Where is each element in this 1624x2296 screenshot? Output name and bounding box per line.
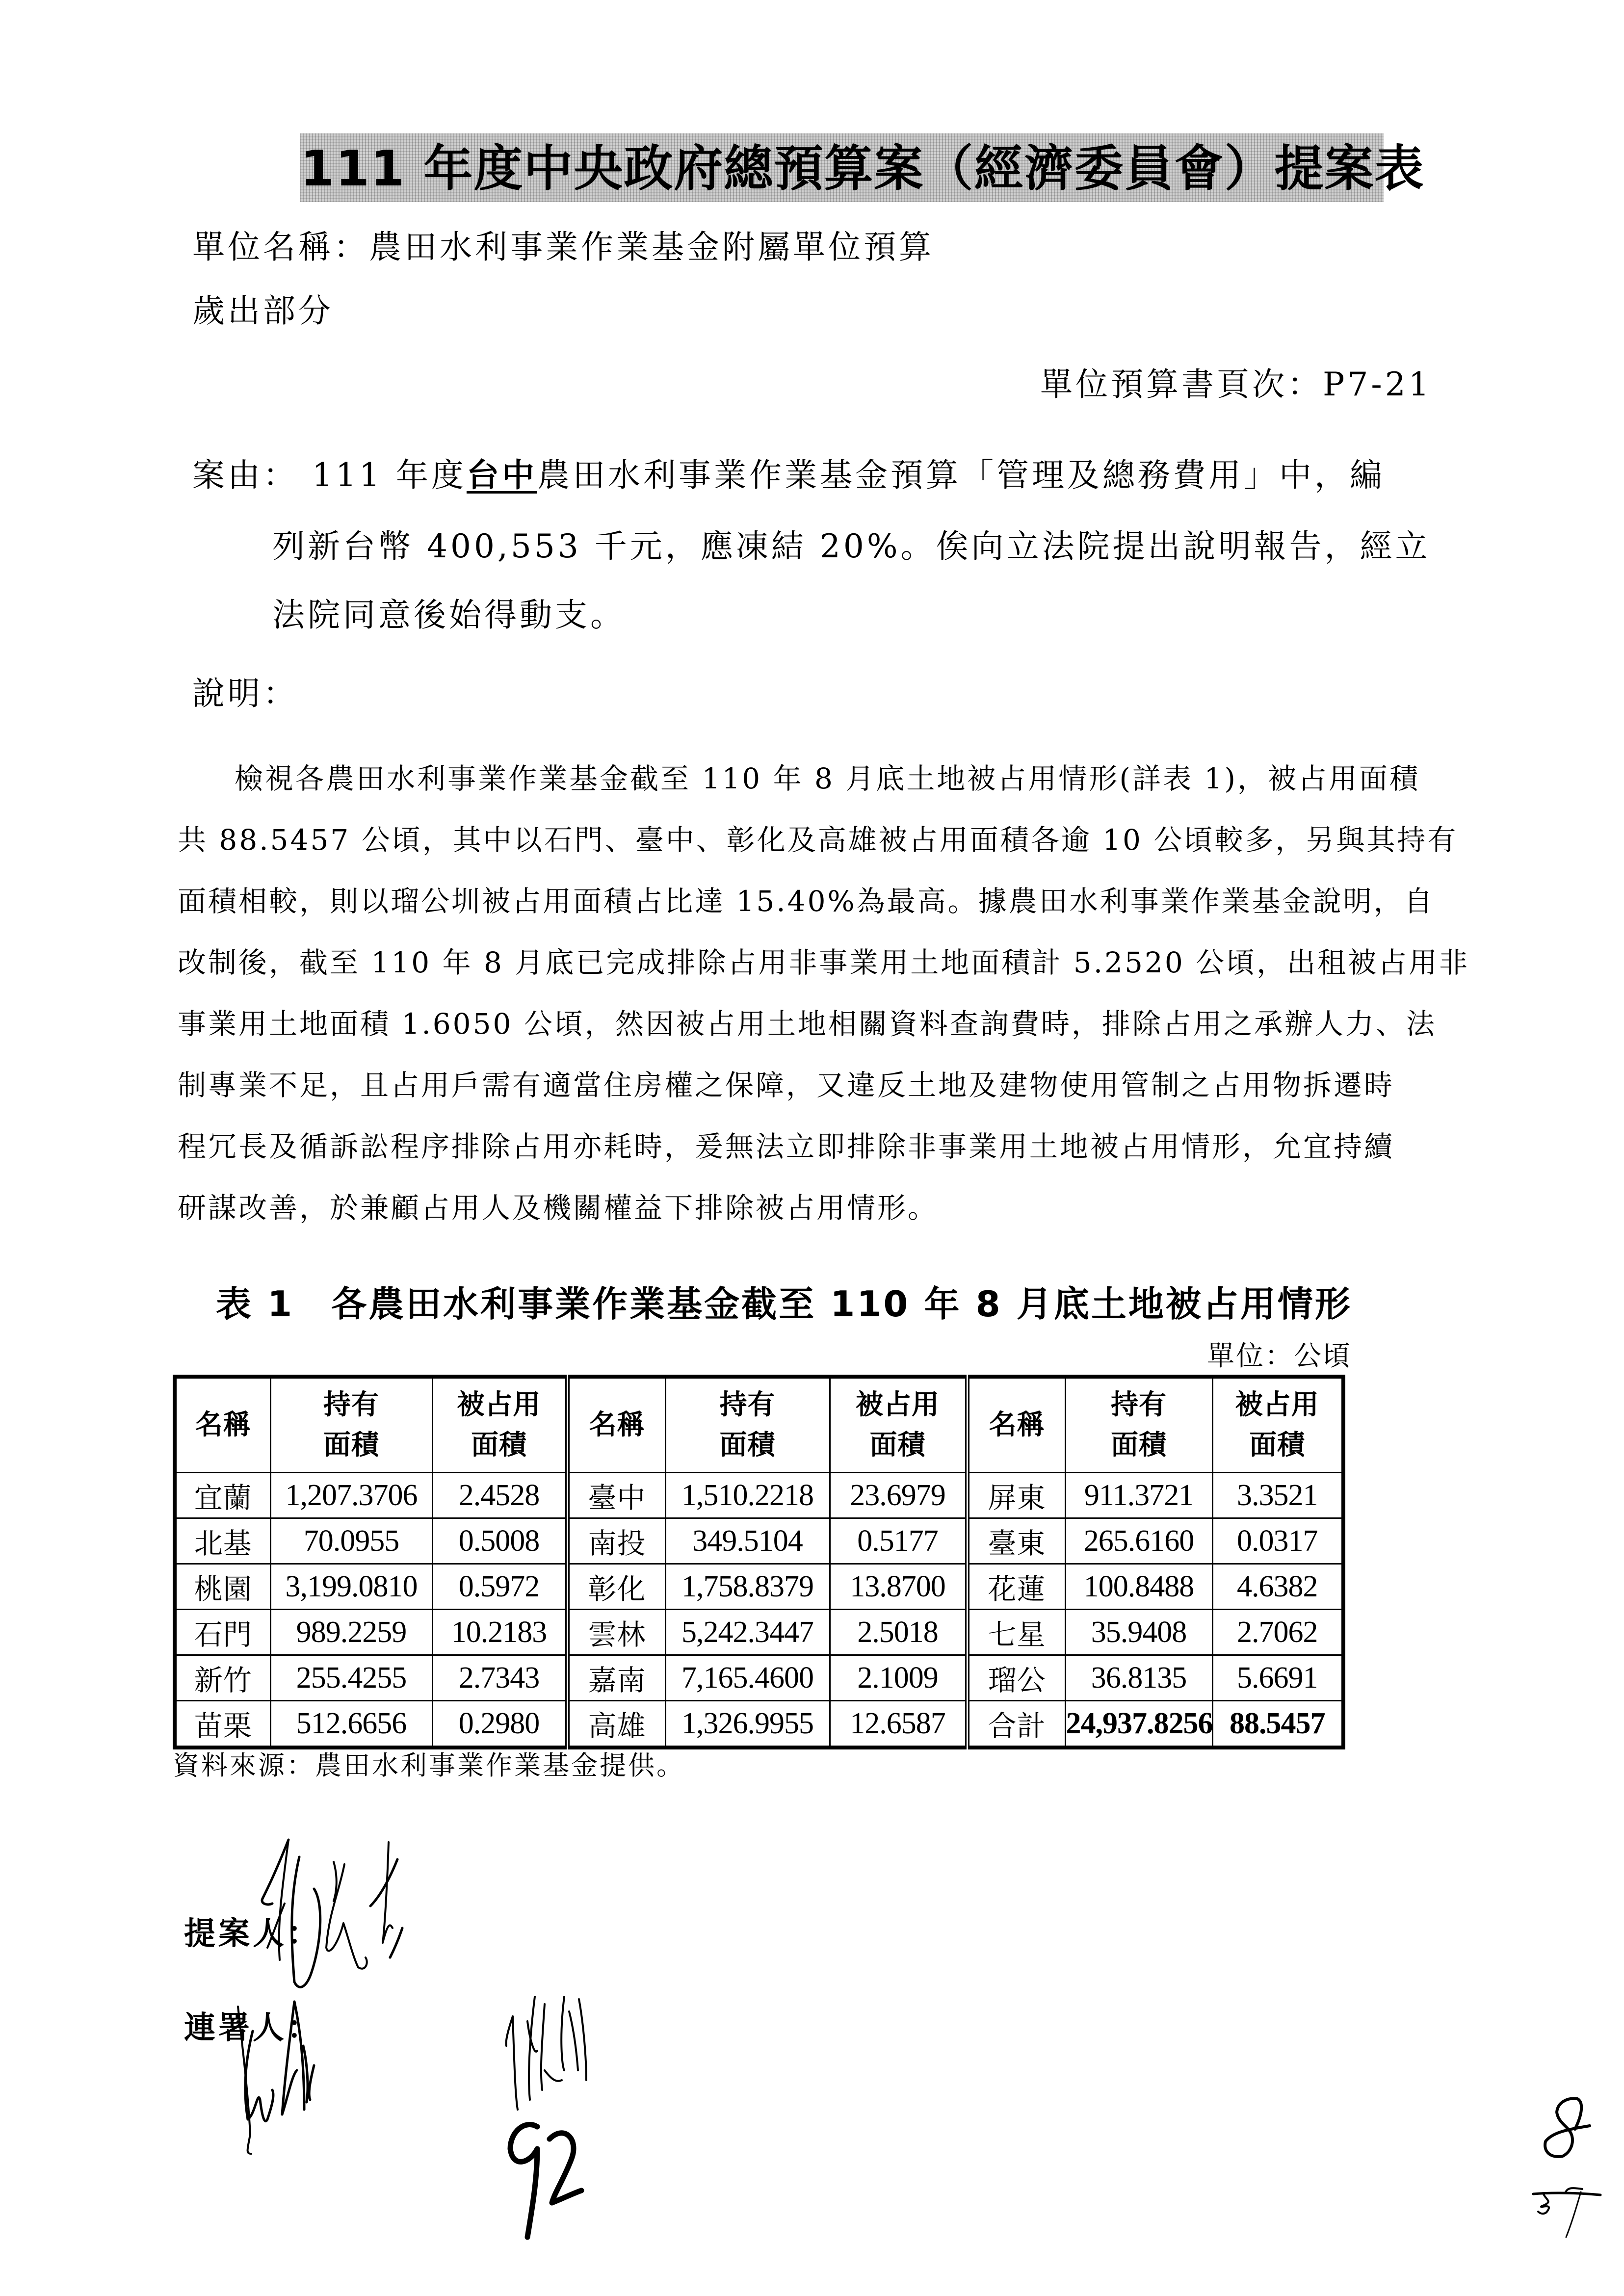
occupied-area-cell: 0.0317	[1212, 1518, 1343, 1564]
col-header-name: 名稱	[967, 1377, 1065, 1473]
held-area-cell: 36.8135	[1065, 1655, 1212, 1701]
fund-name-cell: 石門	[175, 1610, 270, 1655]
fund-name-cell: 屏東	[967, 1473, 1065, 1518]
handwritten-number-8	[1545, 2098, 1590, 2156]
header-text: 持有	[719, 1389, 776, 1421]
fund-name-cell: 臺中	[567, 1473, 665, 1518]
held-area-cell: 1,207.3706	[270, 1473, 432, 1518]
held-area-cell: 3,199.0810	[270, 1564, 432, 1610]
motion-line-2: 列新台幣 400,553 千元，應凍結 20%。俟向立法院提出說明報告，經立	[272, 527, 1431, 565]
occupied-area-cell: 0.2980	[432, 1701, 567, 1748]
total-held-area-cell: 24,937.8256	[1065, 1701, 1212, 1748]
motion-highlight-taichung: 台中	[466, 456, 537, 494]
explanation-line: 事業用土地面積 1.6050 公頃，然因被占用土地相關資料查詢費時，排除占用之承辦人力、法	[178, 1007, 1437, 1041]
explanation-line: 改制後，截至 110 年 8 月底已完成排除占用非事業用土地面積計 5.2520 公頃，出租被占用非	[178, 946, 1470, 979]
occupied-area-cell: 2.7343	[432, 1655, 567, 1701]
header-text: 被占用	[856, 1389, 940, 1421]
header-text: 面積	[471, 1429, 527, 1461]
fund-name-cell: 新竹	[175, 1655, 270, 1701]
occupied-area-cell: 0.5177	[830, 1518, 967, 1564]
table-caption: 表 1 各農田水利事業作業基金截至 110 年 8 月底土地被占用情形	[216, 1283, 1352, 1325]
proposer-label: 提案人：	[184, 1916, 321, 1952]
held-area-cell: 35.9408	[1065, 1610, 1212, 1655]
explanation-line: 制專業不足，且占用戶需有適當住房權之保障，又違反土地及建物使用管制之占用物拆遷時	[178, 1069, 1395, 1102]
header-text: 面積	[323, 1429, 379, 1461]
fund-name-cell: 彰化	[567, 1564, 665, 1610]
col-header-name: 名稱	[567, 1377, 665, 1473]
fund-name-cell: 苗栗	[175, 1701, 270, 1748]
occupied-area-cell: 5.6691	[1212, 1655, 1343, 1701]
page-reference: 單位預算書頁次：P7-21	[1040, 365, 1432, 403]
header-text: 被占用	[1235, 1389, 1319, 1421]
proposer-signature	[262, 1840, 402, 1987]
fund-name-cell: 宜蘭	[175, 1473, 270, 1518]
occupied-area-cell: 10.2183	[432, 1610, 567, 1655]
fund-name-cell: 桃園	[175, 1564, 270, 1610]
total-label-cell: 合計	[967, 1701, 1065, 1748]
occupied-area-cell: 2.5018	[830, 1610, 967, 1655]
fund-name-cell: 嘉南	[567, 1655, 665, 1701]
header-text: 面積	[1249, 1429, 1306, 1461]
header-text: 面積	[719, 1429, 776, 1461]
held-area-cell: 911.3721	[1065, 1473, 1212, 1518]
cosigner-signature-1	[238, 2002, 314, 2154]
header-text: 面積	[869, 1429, 926, 1461]
occupied-area-cell: 2.1009	[830, 1655, 967, 1701]
fund-name-cell: 北基	[175, 1518, 270, 1564]
held-area-cell: 100.8488	[1065, 1564, 1212, 1610]
section-label: 歲出部分	[192, 292, 334, 330]
col-header-name: 名稱	[175, 1377, 270, 1473]
occupied-area-cell: 4.6382	[1212, 1564, 1343, 1610]
page-title: 111 年度中央政府總預算案（經濟委員會）提案表	[300, 140, 1425, 197]
explanation-line: 程冗長及循訴訟程序排除占用亦耗時，爰無法立即排除非事業用土地被占用情形，允宜持續	[178, 1130, 1395, 1163]
occupied-area-cell: 13.8700	[830, 1564, 967, 1610]
held-area-cell: 265.6160	[1065, 1518, 1212, 1564]
explanation-line: 面積相較，則以瑠公圳被占用面積占比達 15.40%為最高。據農田水利事業作業基金說明，自	[178, 885, 1435, 918]
fund-name-cell: 臺東	[967, 1518, 1065, 1564]
cosigner-label: 連署人：	[184, 2010, 321, 2046]
occupied-area-cell: 2.4528	[432, 1473, 567, 1518]
fund-name-cell: 高雄	[567, 1701, 665, 1748]
held-area-cell: 70.0955	[270, 1518, 432, 1564]
held-area-cell: 989.2259	[270, 1610, 432, 1655]
occupied-area-cell: 0.5008	[432, 1518, 567, 1564]
held-area-cell: 1,326.9955	[665, 1701, 830, 1748]
fund-name-cell: 雲林	[567, 1610, 665, 1655]
cosigner-signature-2	[506, 1997, 586, 2110]
fund-name-cell: 南投	[567, 1518, 665, 1564]
unit-name: 單位名稱：農田水利事業作業基金附屬單位預算	[192, 228, 934, 266]
header-text: 持有	[1111, 1389, 1167, 1421]
header-text: 面積	[1111, 1429, 1167, 1461]
table-source: 資料來源：農田水利事業作業基金提供。	[173, 1750, 685, 1781]
header-text: 被占用	[457, 1389, 541, 1421]
motion-line-3: 法院同意後始得動支。	[272, 596, 626, 634]
occupied-area-cell: 0.5972	[432, 1564, 567, 1610]
occupied-area-cell: 23.6979	[830, 1473, 967, 1518]
motion-label: 案由：	[192, 456, 298, 494]
motion-line-1-rest: 農田水利事業作業基金預算「管理及總務費用」中，編	[537, 456, 1385, 494]
held-area-cell: 255.4255	[270, 1655, 432, 1701]
table-unit: 單位：公頃	[1207, 1340, 1352, 1372]
explanation-line: 檢視各農田水利事業作業基金截至 110 年 8 月底土地被占用情形(詳表 1)，被占用面積	[235, 762, 1420, 795]
fund-name-cell: 七星	[967, 1610, 1065, 1655]
explanation-line: 共 88.5457 公頃，其中以石門、臺中、彰化及高雄被占用面積各逾 10 公頃較多，另與其持有	[178, 823, 1458, 857]
held-area-cell: 7,165.4600	[665, 1655, 830, 1701]
occupied-area-cell: 12.6587	[830, 1701, 967, 1748]
explanation-line: 研謀改善，於兼顧占用人及機關權益下排除被占用情形。	[178, 1191, 939, 1225]
occupied-area-cell: 3.3521	[1212, 1473, 1343, 1518]
held-area-cell: 512.6656	[270, 1701, 432, 1748]
held-area-cell: 1,758.8379	[665, 1564, 830, 1610]
held-area-cell: 5,242.3447	[665, 1610, 830, 1655]
total-occupied-area-cell: 88.5457	[1212, 1701, 1343, 1748]
held-area-cell: 1,510.2218	[665, 1473, 830, 1518]
header-text: 持有	[323, 1389, 379, 1421]
handwritten-number-57-struck	[1533, 2188, 1600, 2237]
fund-name-cell: 瑠公	[967, 1655, 1065, 1701]
occupied-area-cell: 2.7062	[1212, 1610, 1343, 1655]
explanation-label: 說明：	[192, 675, 298, 712]
fund-name-cell: 花蓮	[967, 1564, 1065, 1610]
held-area-cell: 349.5104	[665, 1518, 830, 1564]
motion-year: 111 年度	[312, 456, 467, 494]
handwritten-number-92	[510, 2125, 581, 2237]
